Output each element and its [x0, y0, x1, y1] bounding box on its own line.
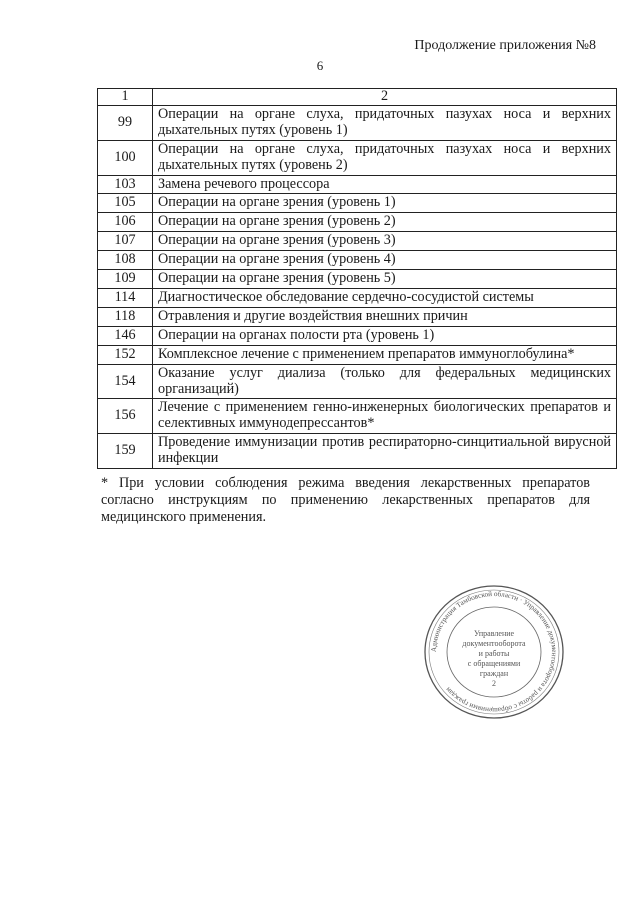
- table-row: [98, 345, 617, 364]
- table-row: [98, 175, 617, 194]
- row-name: Отравления и другие воздействия внешних причин: [153, 307, 617, 326]
- row-name: Операции на органе зрения (уровень 4): [153, 251, 617, 270]
- seal-inner-line: и работы: [478, 649, 510, 658]
- table-row: [98, 213, 617, 232]
- seal-inner-line: документооборота: [462, 639, 526, 648]
- row-code: 159: [98, 434, 153, 469]
- table-row: [98, 288, 617, 307]
- row-code: 109: [98, 270, 153, 289]
- seal-inner-line: Управление: [473, 629, 515, 638]
- row-code: 103: [98, 175, 153, 194]
- row-code: 107: [98, 232, 153, 251]
- row-code: 156: [98, 399, 153, 434]
- row-name: Проведение иммунизации против респираторно-синцитиальной вирусной инфекции: [153, 434, 617, 469]
- table-row: [98, 140, 617, 175]
- row-code: 146: [98, 326, 153, 345]
- official-seal-stamp: [423, 583, 565, 721]
- row-code: 114: [98, 288, 153, 307]
- seal-inner-line: граждан: [479, 669, 509, 678]
- row-code: 105: [98, 194, 153, 213]
- row-name: Операции на органе слуха, придаточных пазухах носа и верхних дыхательных путях (уровень 2): [153, 140, 617, 175]
- table-row: [98, 270, 617, 289]
- seal-number: 2: [492, 679, 496, 688]
- row-code: 106: [98, 213, 153, 232]
- row-code: 108: [98, 251, 153, 270]
- table-row: [98, 105, 617, 140]
- page-number: 6: [316, 58, 324, 73]
- row-name: Лечение с применением генно-инженерных биологических препаратов и селективных иммунодепрессантов*: [153, 399, 617, 434]
- table-row: [98, 232, 617, 251]
- row-name: Операции на органе зрения (уровень 2): [153, 213, 617, 232]
- table-row: [98, 399, 617, 434]
- table-row: [98, 194, 617, 213]
- seal-inner-line: с обращениями: [467, 659, 521, 668]
- row-name: Диагностическое обследование сердечно-сосудистой системы: [153, 288, 617, 307]
- row-name: Комплексное лечение с применением препаратов иммуноглобулина*: [153, 345, 617, 364]
- table-row: [98, 434, 617, 469]
- row-code: 152: [98, 345, 153, 364]
- row-name: Операции на органе зрения (уровень 5): [153, 270, 617, 289]
- row-code: 118: [98, 307, 153, 326]
- row-code: 99: [98, 105, 153, 140]
- footnote: * При условии соблюдения режима введения лекарственных препаратов согласно инструкциям по применению лекарственных препаратов для медицинского применения.: [101, 475, 590, 526]
- row-name: Операции на органе зрения (уровень 1): [153, 194, 617, 213]
- services-table: [97, 88, 617, 469]
- row-name: Замена речевого процессора: [153, 175, 617, 194]
- row-name: Операции на органах полости рта (уровень 1): [153, 326, 617, 345]
- table-row: [98, 251, 617, 270]
- seal-outer-text: Администрация Тамбовской области · Управление документооборота и работы с обращениями граждан: [429, 589, 559, 715]
- row-code: 154: [98, 364, 153, 399]
- table-row: [98, 326, 617, 345]
- continuation-header: Продолжение приложения №8: [414, 38, 596, 53]
- table-header-row: [98, 89, 617, 106]
- row-name: Операции на органе зрения (уровень 3): [153, 232, 617, 251]
- row-name: Операции на органе слуха, придаточных пазухах носа и верхних дыхательных путях (уровень 1): [153, 105, 617, 140]
- row-name: Оказание услуг диализа (только для федеральных медицинских организаций): [153, 364, 617, 399]
- table-row: [98, 307, 617, 326]
- row-code: 100: [98, 140, 153, 175]
- table-row: [98, 364, 617, 399]
- column-header-name: 2: [153, 89, 617, 106]
- column-header-code: 1: [98, 89, 153, 106]
